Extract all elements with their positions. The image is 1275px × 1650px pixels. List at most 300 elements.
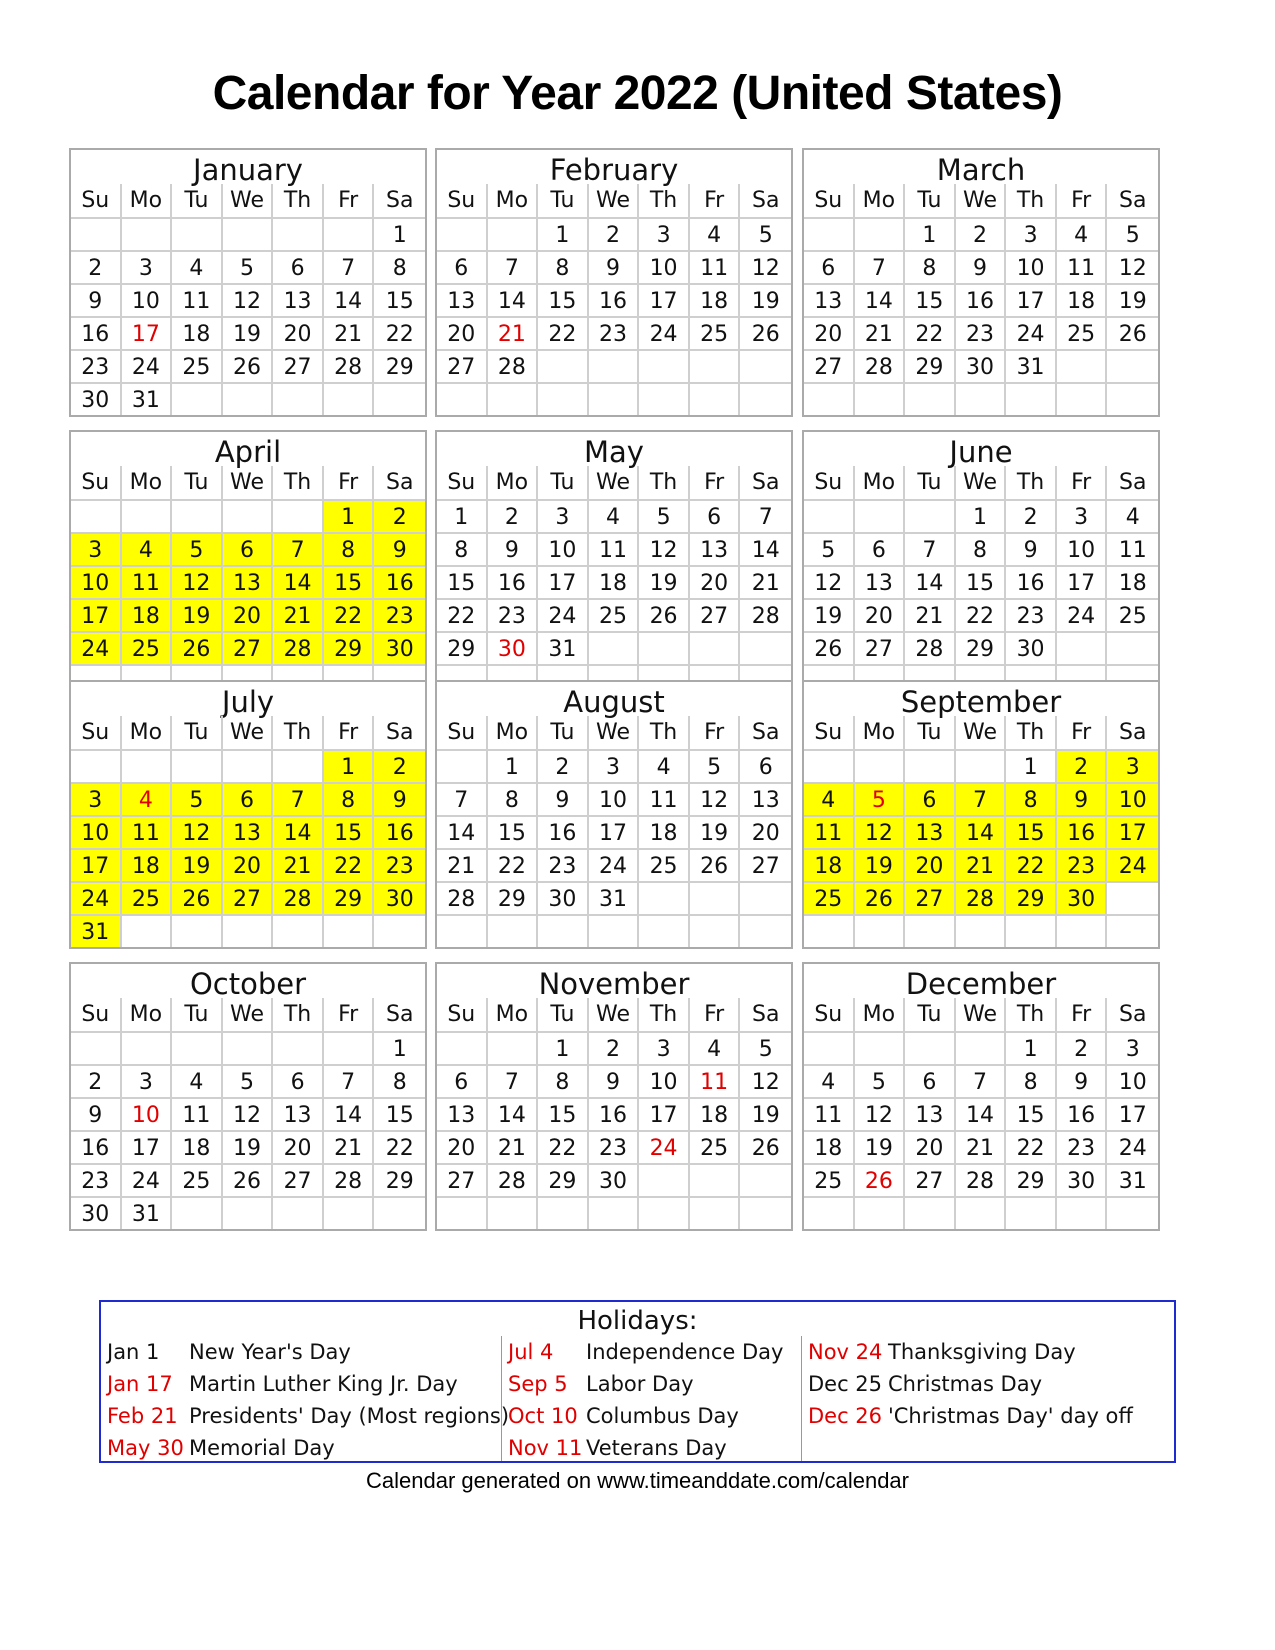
day-cell: 31 xyxy=(1107,1163,1158,1196)
day-cell: 15 xyxy=(1006,815,1057,848)
day-cell: 13 xyxy=(437,283,488,316)
empty-day-cell xyxy=(437,382,488,415)
day-cell: 7 xyxy=(740,499,791,532)
day-cell: 6 xyxy=(437,1064,488,1097)
day-cell: 8 xyxy=(374,1064,425,1097)
day-cell: 25 xyxy=(122,881,173,914)
weekday-label: Mo xyxy=(488,998,539,1031)
day-cell: 8 xyxy=(538,250,589,283)
day-cell: 26 xyxy=(172,881,223,914)
day-cell: 24 xyxy=(639,316,690,349)
empty-day-cell xyxy=(589,631,640,664)
day-cell: 18 xyxy=(589,565,640,598)
empty-day-cell xyxy=(223,1031,274,1064)
empty-day-cell xyxy=(223,1196,274,1229)
day-cell: 28 xyxy=(740,598,791,631)
empty-day-cell xyxy=(740,1196,791,1229)
empty-day-cell xyxy=(855,217,906,250)
day-cell: 6 xyxy=(437,250,488,283)
day-cell: 22 xyxy=(437,598,488,631)
empty-day-cell xyxy=(855,749,906,782)
day-cell: 5 xyxy=(804,532,855,565)
day-cell: 1 xyxy=(956,499,1007,532)
day-cell: 4 xyxy=(1107,499,1158,532)
empty-day-cell xyxy=(1107,382,1158,415)
empty-day-cell xyxy=(538,349,589,382)
day-cell: 8 xyxy=(374,250,425,283)
empty-day-cell xyxy=(1057,914,1108,947)
empty-day-cell xyxy=(639,881,690,914)
day-cell: 25 xyxy=(172,349,223,382)
day-cell: 7 xyxy=(905,532,956,565)
day-cell: 10 xyxy=(71,815,122,848)
day-grid xyxy=(437,217,791,415)
day-cell: 1 xyxy=(905,217,956,250)
empty-day-cell xyxy=(956,382,1007,415)
weekday-label: Sa xyxy=(385,188,414,213)
empty-day-cell xyxy=(273,1196,324,1229)
day-cell: 23 xyxy=(1057,848,1108,881)
empty-day-cell xyxy=(172,914,223,947)
weekday-label: Th xyxy=(1006,466,1057,499)
day-cell: 9 xyxy=(1006,532,1057,565)
empty-day-cell xyxy=(437,1196,488,1229)
day-cell: 16 xyxy=(538,815,589,848)
weekday-header xyxy=(804,184,1158,217)
day-cell: 3 xyxy=(639,1031,690,1064)
weekday-label: Tu xyxy=(538,716,589,749)
day-cell: 18 xyxy=(1057,283,1108,316)
day-cell: 16 xyxy=(956,283,1007,316)
day-cell: 28 xyxy=(956,1163,1007,1196)
day-cell: 30 xyxy=(488,631,539,664)
day-cell: 26 xyxy=(804,631,855,664)
holidays-title: Holidays: xyxy=(577,1306,698,1336)
day-cell: 3 xyxy=(1107,1031,1158,1064)
day-cell: 10 xyxy=(122,283,173,316)
weekday-label: Su xyxy=(71,184,122,217)
day-cell: 14 xyxy=(324,1097,375,1130)
holiday-date: May 30 xyxy=(107,1436,184,1460)
day-cell: 26 xyxy=(172,631,223,664)
day-cell: 29 xyxy=(1006,881,1057,914)
day-cell: 2 xyxy=(589,1031,640,1064)
day-cell: 11 xyxy=(122,565,173,598)
day-cell: 1 xyxy=(374,1031,425,1064)
empty-day-cell xyxy=(1107,1196,1158,1229)
month-name: July xyxy=(221,685,275,719)
day-cell: 20 xyxy=(273,316,324,349)
day-cell: 5 xyxy=(855,782,906,815)
day-cell: 25 xyxy=(639,848,690,881)
day-cell: 1 xyxy=(538,217,589,250)
day-cell: 25 xyxy=(122,631,173,664)
weekday-header xyxy=(437,716,791,749)
day-cell: 8 xyxy=(488,782,539,815)
month-name: January xyxy=(193,153,303,187)
weekday-label: Fr xyxy=(1057,716,1108,749)
day-cell: 22 xyxy=(374,1130,425,1163)
day-cell: 17 xyxy=(71,848,122,881)
empty-day-cell xyxy=(804,1031,855,1064)
holidays-column-3 xyxy=(801,1336,1175,1461)
day-cell: 18 xyxy=(122,598,173,631)
day-cell: 12 xyxy=(804,565,855,598)
holiday-name: Presidents' Day (Most regions) xyxy=(189,1404,510,1428)
empty-day-cell xyxy=(740,349,791,382)
day-cell: 1 xyxy=(324,749,375,782)
empty-day-cell xyxy=(273,1031,324,1064)
day-cell: 23 xyxy=(374,848,425,881)
empty-day-cell xyxy=(639,349,690,382)
weekday-label: Th xyxy=(1006,716,1057,749)
empty-day-cell xyxy=(1006,914,1057,947)
day-cell: 9 xyxy=(374,782,425,815)
holiday-item xyxy=(101,1432,501,1464)
weekday-label: Fr xyxy=(1057,184,1108,217)
weekday-label: We xyxy=(589,466,640,499)
day-cell: 6 xyxy=(804,250,855,283)
day-cell: 22 xyxy=(538,1130,589,1163)
empty-day-cell xyxy=(905,499,956,532)
day-cell: 29 xyxy=(437,631,488,664)
day-cell: 19 xyxy=(172,848,223,881)
day-cell: 29 xyxy=(488,881,539,914)
day-cell: 1 xyxy=(1006,1031,1057,1064)
day-cell: 6 xyxy=(273,250,324,283)
weekday-label: Mo xyxy=(122,716,173,749)
weekday-header xyxy=(437,998,791,1031)
day-cell: 21 xyxy=(437,848,488,881)
day-cell: 30 xyxy=(71,1196,122,1229)
holiday-item xyxy=(101,1368,501,1400)
weekday-label: Th xyxy=(639,716,690,749)
day-cell: 29 xyxy=(374,1163,425,1196)
day-cell: 26 xyxy=(740,316,791,349)
page-title: Calendar for Year 2022 (United States) xyxy=(212,67,1063,120)
day-cell: 23 xyxy=(538,848,589,881)
day-cell: 23 xyxy=(956,316,1007,349)
empty-day-cell xyxy=(172,499,223,532)
day-cell: 3 xyxy=(1107,749,1158,782)
day-cell: 10 xyxy=(639,1064,690,1097)
empty-day-cell xyxy=(172,217,223,250)
day-cell: 4 xyxy=(690,217,741,250)
weekday-label: Fr xyxy=(324,466,375,499)
weekday-label: Mo xyxy=(855,466,906,499)
day-cell: 11 xyxy=(804,1097,855,1130)
day-cell: 26 xyxy=(690,848,741,881)
weekday-label: Th xyxy=(273,716,324,749)
weekday-label: Tu xyxy=(538,466,589,499)
day-cell: 27 xyxy=(690,598,741,631)
day-cell: 20 xyxy=(690,565,741,598)
holiday-date: Oct 10 xyxy=(508,1404,578,1428)
day-cell: 16 xyxy=(71,1130,122,1163)
weekday-label: We xyxy=(223,998,274,1031)
month-march xyxy=(802,148,1160,417)
day-cell: 14 xyxy=(488,283,539,316)
empty-day-cell xyxy=(488,217,539,250)
month-name: May xyxy=(584,435,644,469)
empty-day-cell xyxy=(273,499,324,532)
weekday-header xyxy=(71,716,425,749)
holiday-item xyxy=(502,1432,802,1464)
day-cell: 10 xyxy=(1057,532,1108,565)
empty-day-cell xyxy=(639,914,690,947)
weekday-label: Th xyxy=(1006,184,1057,217)
day-cell: 15 xyxy=(374,283,425,316)
day-cell: 16 xyxy=(71,316,122,349)
day-cell: 9 xyxy=(71,283,122,316)
day-grid xyxy=(71,749,425,947)
day-cell: 5 xyxy=(740,217,791,250)
day-cell: 10 xyxy=(1107,782,1158,815)
holidays-box xyxy=(99,1300,1176,1463)
day-cell: 26 xyxy=(223,349,274,382)
day-cell: 3 xyxy=(122,1064,173,1097)
weekday-label: Su xyxy=(804,998,855,1031)
day-cell: 23 xyxy=(71,349,122,382)
day-grid xyxy=(804,749,1158,947)
day-cell: 21 xyxy=(855,316,906,349)
day-cell: 27 xyxy=(855,631,906,664)
day-cell: 2 xyxy=(71,1064,122,1097)
day-cell: 6 xyxy=(740,749,791,782)
weekday-label: Mo xyxy=(122,998,173,1031)
weekday-label: Th xyxy=(1006,998,1057,1031)
empty-day-cell xyxy=(324,217,375,250)
day-cell: 14 xyxy=(488,1097,539,1130)
empty-day-cell xyxy=(374,914,425,947)
day-cell: 13 xyxy=(740,782,791,815)
day-cell: 8 xyxy=(538,1064,589,1097)
day-cell: 15 xyxy=(324,565,375,598)
month-name: August xyxy=(563,685,665,719)
empty-day-cell xyxy=(71,217,122,250)
day-cell: 9 xyxy=(589,250,640,283)
weekday-label: Th xyxy=(639,998,690,1031)
day-cell: 9 xyxy=(589,1064,640,1097)
day-grid xyxy=(804,499,1158,697)
day-cell: 7 xyxy=(956,782,1007,815)
weekday-label: Sa xyxy=(385,1002,414,1027)
day-cell: 4 xyxy=(589,499,640,532)
day-cell: 20 xyxy=(905,1130,956,1163)
day-cell: 23 xyxy=(488,598,539,631)
day-cell: 7 xyxy=(273,532,324,565)
day-cell: 5 xyxy=(740,1031,791,1064)
day-cell: 11 xyxy=(804,815,855,848)
day-cell: 1 xyxy=(437,499,488,532)
day-cell: 11 xyxy=(172,283,223,316)
month-november xyxy=(435,962,793,1231)
empty-day-cell xyxy=(690,1196,741,1229)
day-cell: 21 xyxy=(273,848,324,881)
day-cell: 2 xyxy=(589,217,640,250)
day-cell: 25 xyxy=(690,316,741,349)
day-cell: 30 xyxy=(1057,881,1108,914)
day-cell: 7 xyxy=(488,1064,539,1097)
empty-day-cell xyxy=(223,499,274,532)
day-cell: 7 xyxy=(437,782,488,815)
day-cell: 17 xyxy=(1006,283,1057,316)
day-cell: 23 xyxy=(589,316,640,349)
day-cell: 24 xyxy=(1107,1130,1158,1163)
holiday-date: Dec 25 xyxy=(808,1372,883,1396)
weekday-label: Tu xyxy=(172,466,223,499)
day-cell: 4 xyxy=(172,250,223,283)
day-cell: 4 xyxy=(1057,217,1108,250)
empty-day-cell xyxy=(374,382,425,415)
weekday-header xyxy=(804,998,1158,1031)
day-cell: 22 xyxy=(1006,848,1057,881)
day-cell: 15 xyxy=(488,815,539,848)
day-cell: 7 xyxy=(324,1064,375,1097)
day-cell: 25 xyxy=(1107,598,1158,631)
day-cell: 17 xyxy=(589,815,640,848)
day-cell: 19 xyxy=(855,1130,906,1163)
day-cell: 9 xyxy=(71,1097,122,1130)
day-cell: 12 xyxy=(223,1097,274,1130)
empty-day-cell xyxy=(172,1196,223,1229)
empty-day-cell xyxy=(1107,914,1158,947)
weekday-label: Sa xyxy=(751,470,780,495)
day-cell: 9 xyxy=(538,782,589,815)
day-cell: 13 xyxy=(905,1097,956,1130)
day-cell: 16 xyxy=(1006,565,1057,598)
day-cell: 4 xyxy=(172,1064,223,1097)
weekday-label: Su xyxy=(71,466,122,499)
day-cell: 10 xyxy=(122,1097,173,1130)
day-cell: 23 xyxy=(1006,598,1057,631)
day-cell: 17 xyxy=(1107,1097,1158,1130)
month-april xyxy=(69,430,427,699)
day-cell: 8 xyxy=(437,532,488,565)
day-cell: 25 xyxy=(804,881,855,914)
empty-day-cell xyxy=(122,217,173,250)
day-cell: 19 xyxy=(639,565,690,598)
empty-day-cell xyxy=(122,914,173,947)
day-cell: 11 xyxy=(690,250,741,283)
day-cell: 24 xyxy=(639,1130,690,1163)
weekday-label: Mo xyxy=(488,184,539,217)
empty-day-cell xyxy=(1107,349,1158,382)
holiday-name: Veterans Day xyxy=(586,1436,727,1460)
day-cell: 5 xyxy=(172,532,223,565)
weekday-label: Tu xyxy=(905,184,956,217)
empty-day-cell xyxy=(639,631,690,664)
day-cell: 18 xyxy=(639,815,690,848)
empty-day-cell xyxy=(324,1031,375,1064)
holiday-date: Jul 4 xyxy=(508,1340,554,1364)
day-cell: 8 xyxy=(324,532,375,565)
day-cell: 13 xyxy=(223,815,274,848)
day-cell: 27 xyxy=(223,881,274,914)
empty-day-cell xyxy=(324,382,375,415)
day-cell: 24 xyxy=(589,848,640,881)
empty-day-cell xyxy=(488,1196,539,1229)
empty-day-cell xyxy=(905,749,956,782)
weekday-label: Tu xyxy=(172,998,223,1031)
day-cell: 22 xyxy=(324,598,375,631)
holiday-date: Jan 1 xyxy=(107,1340,160,1364)
day-cell: 19 xyxy=(172,598,223,631)
weekday-label: Sa xyxy=(1118,470,1147,495)
day-cell: 7 xyxy=(273,782,324,815)
day-cell: 24 xyxy=(1006,316,1057,349)
weekday-label: Fr xyxy=(690,466,741,499)
holiday-name: Labor Day xyxy=(586,1372,694,1396)
empty-day-cell xyxy=(740,914,791,947)
day-cell: 18 xyxy=(804,1130,855,1163)
day-cell: 14 xyxy=(855,283,906,316)
day-cell: 11 xyxy=(122,815,173,848)
weekday-label: Sa xyxy=(385,470,414,495)
weekday-label: Su xyxy=(804,184,855,217)
day-cell: 2 xyxy=(956,217,1007,250)
day-cell: 14 xyxy=(324,283,375,316)
month-february xyxy=(435,148,793,417)
weekday-label: Sa xyxy=(751,720,780,745)
day-cell: 3 xyxy=(1006,217,1057,250)
day-cell: 6 xyxy=(273,1064,324,1097)
holiday-name: Independence Day xyxy=(586,1340,784,1364)
day-cell: 5 xyxy=(172,782,223,815)
day-cell: 20 xyxy=(905,848,956,881)
day-cell: 4 xyxy=(804,782,855,815)
day-cell: 3 xyxy=(71,532,122,565)
day-cell: 30 xyxy=(71,382,122,415)
day-grid xyxy=(71,217,425,415)
day-cell: 15 xyxy=(905,283,956,316)
day-cell: 22 xyxy=(905,316,956,349)
day-cell: 20 xyxy=(804,316,855,349)
empty-day-cell xyxy=(1006,1196,1057,1229)
empty-day-cell xyxy=(538,914,589,947)
empty-day-cell xyxy=(639,1196,690,1229)
month-name: June xyxy=(949,435,1013,469)
day-cell: 4 xyxy=(122,532,173,565)
day-cell: 13 xyxy=(437,1097,488,1130)
day-cell: 15 xyxy=(538,1097,589,1130)
holiday-date: Nov 24 xyxy=(808,1340,883,1364)
day-cell: 23 xyxy=(374,598,425,631)
month-name: December xyxy=(905,967,1057,1001)
weekday-label: Su xyxy=(437,716,488,749)
day-cell: 29 xyxy=(324,631,375,664)
day-cell: 20 xyxy=(437,316,488,349)
holiday-name: Thanksgiving Day xyxy=(888,1340,1076,1364)
empty-day-cell xyxy=(804,382,855,415)
day-cell: 12 xyxy=(690,782,741,815)
weekday-label: We xyxy=(223,716,274,749)
day-cell: 9 xyxy=(374,532,425,565)
empty-day-cell xyxy=(71,499,122,532)
day-cell: 14 xyxy=(437,815,488,848)
day-cell: 27 xyxy=(740,848,791,881)
holidays-column-1 xyxy=(101,1336,510,1461)
day-cell: 24 xyxy=(71,881,122,914)
day-cell: 31 xyxy=(538,631,589,664)
day-cell: 30 xyxy=(374,881,425,914)
day-cell: 5 xyxy=(690,749,741,782)
holiday-date: Jan 17 xyxy=(107,1372,173,1396)
empty-day-cell xyxy=(488,914,539,947)
empty-day-cell xyxy=(855,1196,906,1229)
weekday-label: Su xyxy=(71,998,122,1031)
day-cell: 22 xyxy=(324,848,375,881)
